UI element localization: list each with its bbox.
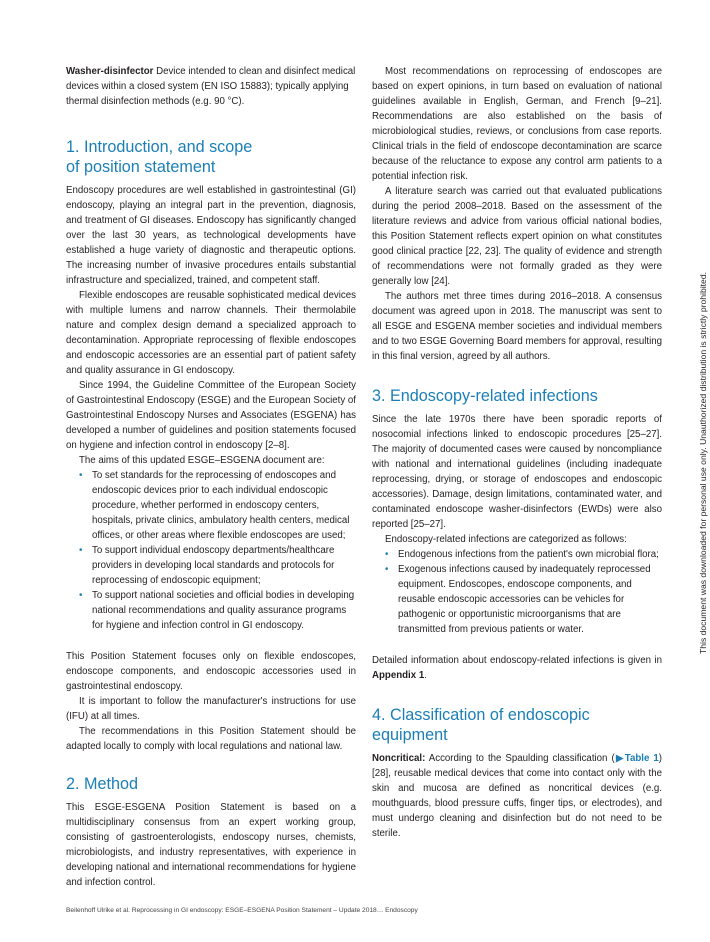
scope-paragraph-3: The recommendations in this Position Statement should be adapted locally to comply with local regulations and national law.: [66, 726, 356, 752]
definition-term: Washer-disinfector: [66, 66, 154, 77]
appendix-paragraph: [372, 653, 662, 683]
section4-heading: 4. Classification of endoscopic equipment: [372, 706, 590, 744]
method-paragraph-2: Most recommendations on reprocessing of endoscopes are based on expert opinions, in turn based on evaluation of national guidelines available in English, German, and French [9–21]. Recommendations are also established on the basis of microbiological studies, reviews, or conclusions from case reports. Clinical trials in the field of endoscope decontamination are scarce because of the reluctance to expose any control arm patients to a potential infection risk.: [372, 66, 662, 182]
intro-paragraph-2: Flexible endoscopes are reusable sophisticated medical devices with multiple lumens and narrow channels. Their thermolabile nature and complex design demand a specialized approach to decontamination. Appropriate reprocessing of flexible endoscopes and endoscopic accessories are an essential part of patient safety and quality assurance in GI endoscopy.: [66, 290, 356, 376]
infections-paragraph-2: Endoscopy-related infections are categorized as follows:: [385, 534, 627, 545]
list-item: • To support individual endoscopy departments/healthcare providers in developing local standards and protocols for reprocessing of endoscopic equipment;: [79, 543, 356, 588]
infections-list: [372, 547, 662, 637]
right-column: [372, 64, 662, 841]
scope-paragraph-2: It is important to follow the manufacturer's instructions for use (IFU) at all times.: [66, 696, 356, 722]
section1-heading-line1: 1. Introduction, and scope: [66, 138, 253, 156]
classification-text-b: ) [28], reusable medical devices that come into contact only with the skin and mucosa are defined as noncritical devices (e.g. mouthguards, blood pressure cuffs, finger tips, or electrodes), and must undergo cleaning and disinfection but do not need to be sterile.: [372, 753, 662, 839]
method-paragraph-4: The authors met three times during 2016–2018. A consensus document was agreed upon in 2018. The manuscript was sent to all ESGE and ESGENA member societies and individual members and to two ESGE Governing Board members for approval, resulting in this final version, agreed by all authors.: [372, 291, 662, 362]
section2-heading: 2. Method: [66, 775, 138, 793]
list-item: • To support national societies and official bodies in developing national recommendations and quality assurance programs for hygiene and infection control in GI endoscopy.: [79, 588, 356, 633]
table-1-link[interactable]: ▶Table 1: [614, 753, 659, 764]
section3-heading: 3. Endoscopy-related infections: [372, 387, 598, 405]
intro-paragraph-1: Endoscopy procedures are well established in gastrointestinal (GI) endoscopy, playing an integral part in the prevention, diagnosis, and treatment of GI diseases. Endoscopy has significantly changed over the last 30 years, as technological developments have established a huge variety of diagnostic and therapeutic options. The increasing number of invasive procedures entails substantial infrastructure and specialized, trained, and competent staff.: [66, 185, 356, 286]
infections-paragraph-1: Since the late 1970s there have been sporadic reports of nosocomial infections linked to endoscopic procedures [25–27]. The majority of documented cases were caused by noncompliance with national and international guidelines (including inadequate reprocessing, drying, or storage of endoscopes and endoscopic accessories). Damage, design limitations, contaminated water, and contaminated endoscope washer-disinfectors (EWDs) were also reported [25–27].: [372, 414, 662, 530]
intro-paragraph-4: The aims of this updated ESGE–ESGENA document are:: [79, 455, 325, 466]
method-paragraph: This ESGE-ESGENA Position Statement is based on a multidisciplinary consensus from an expert working group, consisting of gastroenterologists, endoscopy nurses, chemists, microbiologists, and industry representatives, with experience in developing national and international recommendations for hygiene and infection control.: [66, 802, 356, 888]
definition-text: Device intended to clean and disinfect medical devices within a closed system (EN ISO 15883); typically applying thermal disinfection methods (e.g. 90 °C).: [66, 66, 356, 107]
appendix-end: .: [424, 670, 427, 681]
list-item: • Exogenous infections caused by inadequately reprocessed equipment. Endoscopes, endoscope components, and reusable endoscopic accessories can be vehicles for pathogenic or opportunistic microorganisms that are transmitted from previous patients or water.: [385, 562, 662, 637]
method-paragraph-3: A literature search was carried out that evaluated publications during the period 2008–2018. Based on the assessment of the literature reviews and advice from various official national bodies, this Position Statement reflects expert opinion on what constitutes good clinical practice [22, 23]. The quality of evidence and strength of recommendations were not formally graded as they were generally low [24].: [372, 186, 662, 287]
appendix-link[interactable]: Appendix 1: [372, 670, 425, 681]
left-column: [66, 64, 356, 890]
definition-paragraph: [66, 64, 356, 109]
aims-list: [66, 468, 356, 633]
appendix-text: Detailed information about endoscopy-related infections is given in: [372, 655, 662, 666]
section1-heading-line2: of position statement: [66, 158, 216, 176]
section1-heading: [66, 137, 356, 177]
page-footer: Beilenhoff Ulrike et al. Reprocessing in GI endoscopy: ESGE–ESGENA Position Statement – Update 2018… Endoscopy: [66, 907, 418, 914]
list-item: • To set standards for the reprocessing of endoscopes and endoscopic devices prior to each individual endoscopic procedure, whether performed in endoscopy centers, hospitals, private clinics, ambulatory health centers, medical offices, or other areas where flexible endoscopes are used;: [79, 468, 356, 543]
classification-text-a: According to the Spaulding classification (: [425, 753, 615, 764]
noncritical-term: Noncritical:: [372, 753, 426, 764]
classification-paragraph: [372, 751, 662, 841]
download-notice: This document was downloaded for personal use only. Unauthorized distribution is strictly prohibited.: [698, 272, 708, 654]
intro-paragraph-3: Since 1994, the Guideline Committee of the European Society of Gastrointestinal Endoscopy (ESGE) and the European Society of Gastrointestinal Endoscopy Nurses and Associates (ESGENA) has developed a number of guidelines and position statements focused on hygiene and infection control in endoscopy [2–8].: [66, 380, 356, 451]
list-item: • Endogenous infections from the patient's own microbial flora;: [385, 547, 662, 562]
scope-paragraph-1: This Position Statement focuses only on flexible endoscopes, endoscope components, and endoscopic accessories used in gastrointestinal endoscopy.: [66, 651, 356, 692]
